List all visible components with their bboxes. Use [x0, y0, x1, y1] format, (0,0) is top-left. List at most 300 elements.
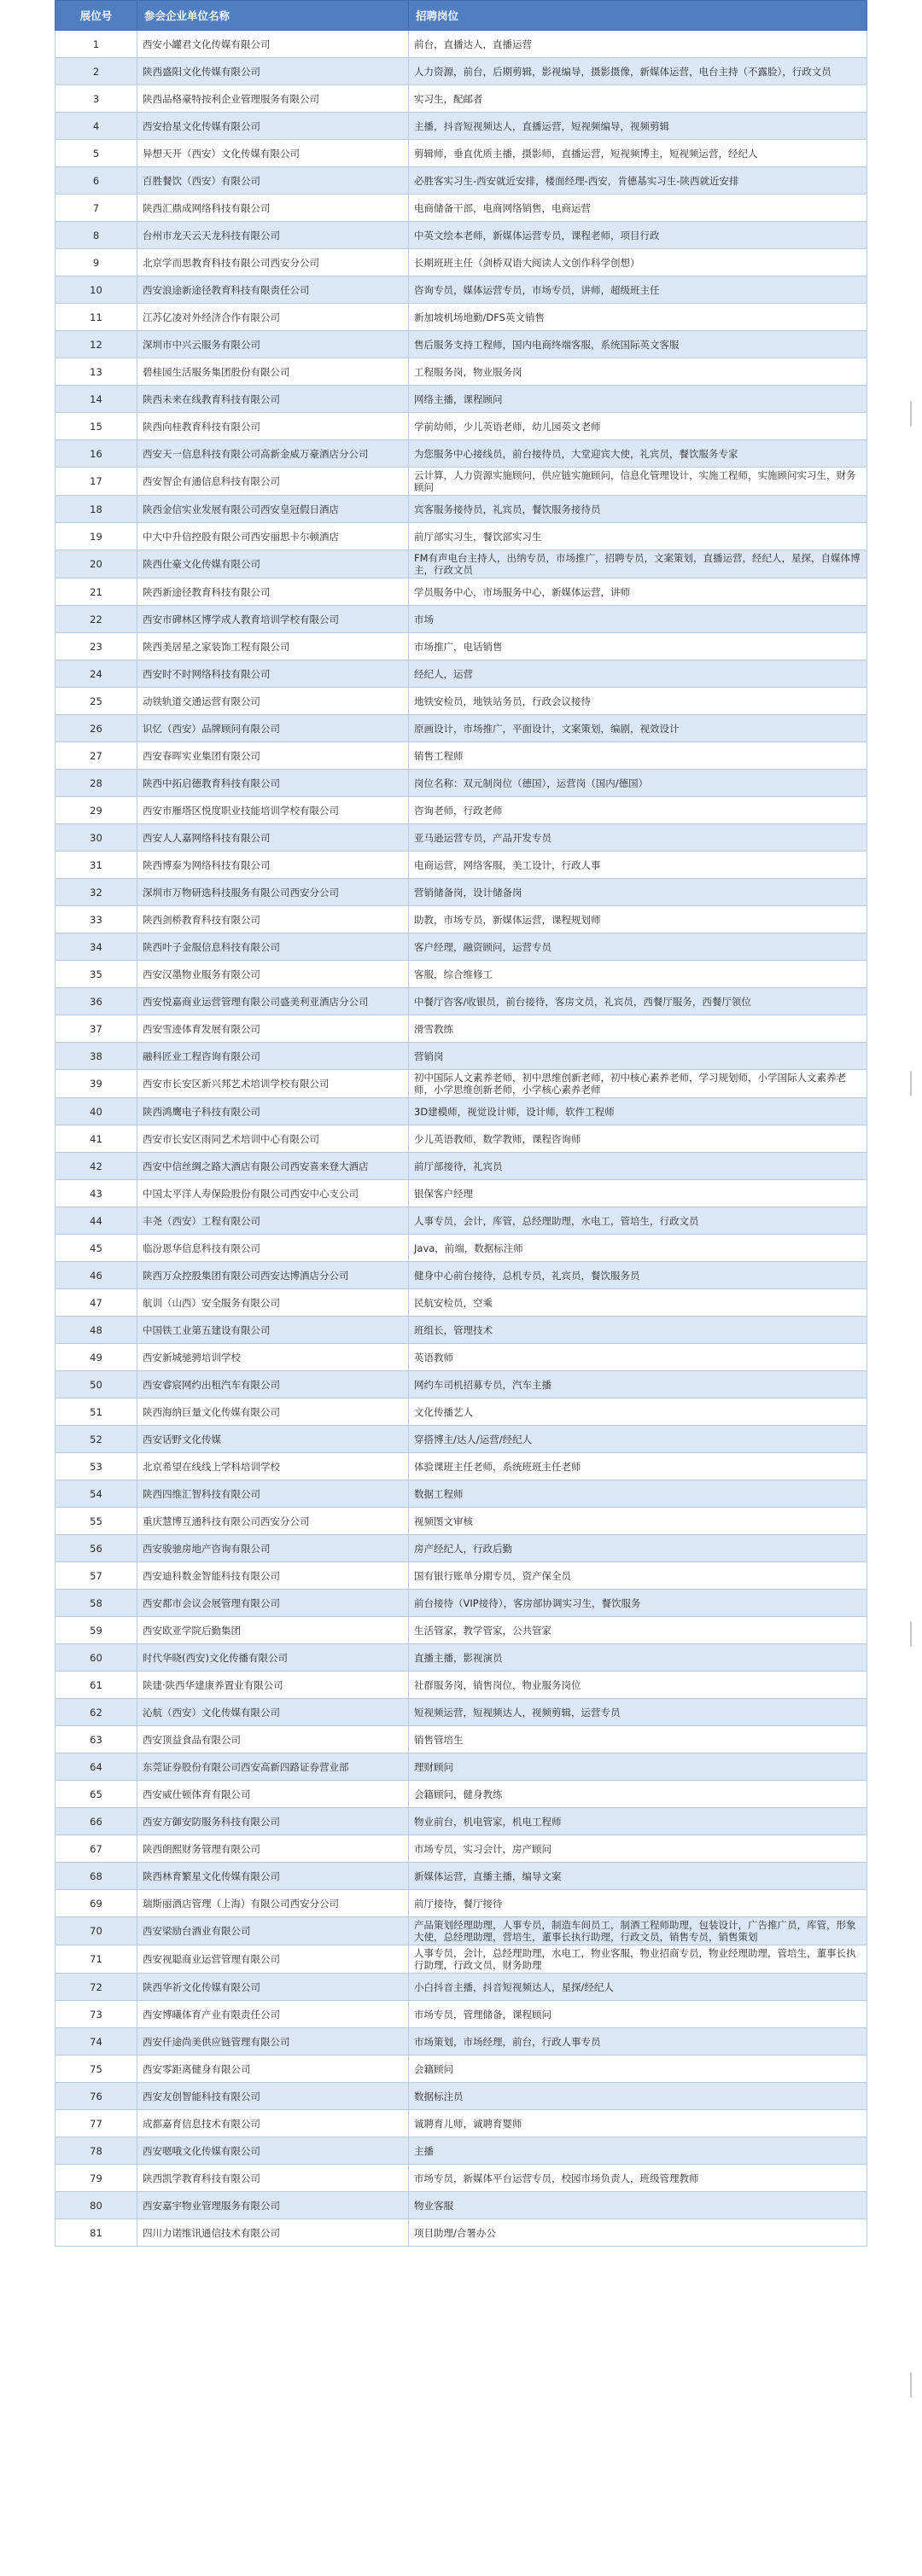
- table-row: [55, 2001, 867, 2028]
- company-name-cell: 西安春晖实业集团有限公司: [137, 742, 409, 770]
- positions-cell: 前厅部接待，礼宾员: [409, 1153, 867, 1180]
- company-name-cell: 西安人人嘉网络科技有限公司: [137, 824, 409, 852]
- booth-number-cell: 13: [55, 358, 137, 386]
- booth-number-cell: 3: [55, 85, 137, 113]
- booth-number-cell: 10: [55, 276, 137, 304]
- scroll-indicator: [910, 1071, 912, 1096]
- positions-cell: 市场专员，新媒体平台运营专员，校园市场负责人，班级管理教师: [409, 2165, 867, 2192]
- positions-cell: 数据标注员: [409, 2083, 867, 2110]
- table-row: [55, 1371, 867, 1398]
- positions-cell: 长期班班主任（剑桥双语大阅读人文创作科学创想）: [409, 249, 867, 276]
- company-name-cell: 陕西未来在线教育科技有限公司: [137, 386, 409, 413]
- positions-cell: 市场策划，市场经理，前台，行政人事专员: [409, 2028, 867, 2056]
- positions-cell: 学前幼师，少儿英语老师，幼儿园英文老师: [409, 413, 867, 440]
- booth-number-cell: 81: [55, 2219, 137, 2247]
- company-name-cell: 陕西剑桥教育科技有限公司: [137, 906, 409, 933]
- booth-number-cell: 26: [55, 715, 137, 742]
- positions-cell: 学员服务中心，市场服务中心，新媒体运营，讲师: [409, 579, 867, 606]
- company-name-cell: 陕西中拓启德教育科技有限公司: [137, 770, 409, 797]
- booth-number-cell: 8: [55, 222, 137, 249]
- positions-cell: 体验课班主任老师，系统班班主任老师: [409, 1453, 867, 1480]
- company-name-cell: 陕西万众控股集团有限公司西安达博酒店分公司: [137, 1262, 409, 1289]
- company-name-cell: 西安迪科数金智能科技有限公司: [137, 1562, 409, 1590]
- company-name-cell: 成都嘉育信息技术有限公司: [137, 2110, 409, 2137]
- company-name-cell: 动铁轨道交通运营有限公司: [137, 688, 409, 715]
- booth-number-cell: 48: [55, 1317, 137, 1344]
- positions-cell: 网络主播，课程顾问: [409, 386, 867, 413]
- booth-number-cell: 23: [55, 633, 137, 660]
- company-name-cell: 西安雪迹体育发展有限公司: [137, 1015, 409, 1043]
- booth-number-cell: 75: [55, 2056, 137, 2083]
- company-name-cell: 西安博曦体育产业有限责任公司: [137, 2001, 409, 2028]
- header-row: [55, 1, 867, 31]
- booth-number-cell: 67: [55, 1835, 137, 1863]
- company-name-cell: 西安视聪商业运营管理有限公司: [137, 1945, 409, 1974]
- table-row: [55, 1890, 867, 1917]
- positions-cell: 市场: [409, 606, 867, 633]
- company-name-cell: 西安中信丝绸之路大酒店有限公司西安喜来登大酒店: [137, 1153, 409, 1180]
- positions-cell: 营销岗: [409, 1043, 867, 1070]
- table-row: [55, 140, 867, 167]
- positions-cell: 小白抖音主播，抖音短视频达人，星探/经纪人: [409, 1974, 867, 2001]
- table-row: [55, 1480, 867, 1508]
- table-row: [55, 1317, 867, 1344]
- table-row: [55, 1974, 867, 2001]
- company-name-cell: 沁航（西安）文化传媒有限公司: [137, 1699, 409, 1726]
- positions-cell: 人力资源，前台，后期剪辑，影视编导，摄影摄像，新媒体运营，电台主持（不露脸），行政文员: [409, 58, 867, 85]
- company-name-cell: 西安欧亚学院后勤集团: [137, 1617, 409, 1644]
- company-name-cell: 西安友创智能科技有限公司: [137, 2083, 409, 2110]
- table-row: [55, 31, 867, 58]
- positions-cell: 咨询专员，媒体运营专员，市场专员，讲师，超级班主任: [409, 276, 867, 304]
- booth-number-cell: 76: [55, 2083, 137, 2110]
- booth-number-cell: 39: [55, 1070, 137, 1098]
- booth-number-cell: 38: [55, 1043, 137, 1070]
- positions-cell: 经纪人，运营: [409, 660, 867, 688]
- table-row: [55, 413, 867, 440]
- positions-cell: 社群服务岗，销售岗位，物业服务岗位: [409, 1672, 867, 1699]
- company-name-cell: 陕西凯学教育科技有限公司: [137, 2165, 409, 2192]
- table-row: [55, 1235, 867, 1262]
- booth-number-cell: 4: [55, 113, 137, 140]
- table-row: [55, 797, 867, 824]
- scroll-indicator: [910, 401, 912, 427]
- positions-cell: 人事专员，会计，库管，总经理助理，水电工，管培生，行政文员: [409, 1207, 867, 1235]
- company-name-cell: 陕西向桂教育科技有限公司: [137, 413, 409, 440]
- company-name-cell: 西安嘉宇物业管理服务有限公司: [137, 2192, 409, 2219]
- table-row: [55, 1289, 867, 1317]
- booth-number-cell: 11: [55, 304, 137, 331]
- table-row: [55, 1672, 867, 1699]
- positions-cell: 健身中心前台接待，总机专员，礼宾员，餐饮服务员: [409, 1262, 867, 1289]
- company-name-cell: 西安市雁塔区悦度职业技能培训学校有限公司: [137, 797, 409, 824]
- booth-number-cell: 25: [55, 688, 137, 715]
- company-name-cell: 西安市长安区雨同艺术培训中心有限公司: [137, 1125, 409, 1153]
- table-row: [55, 1015, 867, 1043]
- positions-cell: 民航安检员，空乘: [409, 1289, 867, 1317]
- table-row: [55, 1917, 867, 1945]
- company-name-cell: 陕西仕豪文化传媒有限公司: [137, 550, 409, 579]
- booth-number-cell: 46: [55, 1262, 137, 1289]
- booth-number-cell: 43: [55, 1180, 137, 1207]
- positions-cell: 岗位名称：双元制岗位（德国），运营岗（国内/德国）: [409, 770, 867, 797]
- positions-cell: 直播主播，影视演员: [409, 1644, 867, 1672]
- table-row: [55, 2137, 867, 2165]
- table-row: [55, 933, 867, 961]
- booth-number-cell: 77: [55, 2110, 137, 2137]
- positions-cell: 中英文绘本老师，新媒体运营专员，课程老师，项目行政: [409, 222, 867, 249]
- booth-number-cell: 50: [55, 1371, 137, 1398]
- table-row: [55, 688, 867, 715]
- positions-cell: 诚聘育儿师，诚聘育婴师: [409, 2110, 867, 2137]
- table-row: [55, 2110, 867, 2137]
- scroll-indicator: [910, 2372, 912, 2398]
- booth-number-cell: 6: [55, 167, 137, 195]
- booth-number-cell: 17: [55, 468, 137, 496]
- company-name-cell: 西安浪途新途径教育科技有限责任公司: [137, 276, 409, 304]
- table-row: [55, 1863, 867, 1890]
- table-row: [55, 1753, 867, 1781]
- table-row: [55, 167, 867, 195]
- table-row: [55, 550, 867, 579]
- company-name-cell: 陕西四维汇智科技有限公司: [137, 1480, 409, 1508]
- booth-number-cell: 14: [55, 386, 137, 413]
- booth-number-cell: 65: [55, 1781, 137, 1808]
- table-row: [55, 1590, 867, 1617]
- positions-cell: 生活管家，教学管家，公共管家: [409, 1617, 867, 1644]
- company-name-cell: 陕西海纳巨量文化传媒有限公司: [137, 1398, 409, 1426]
- booth-number-cell: 53: [55, 1453, 137, 1480]
- company-name-cell: 陕西博泰为网络科技有限公司: [137, 852, 409, 879]
- booth-number-cell: 33: [55, 906, 137, 933]
- table-row: [55, 358, 867, 386]
- table-row: [55, 440, 867, 468]
- positions-cell: 初中国际人文素养老师，初中思维创新老师，初中核心素养老师，学习规划师，小学国际人文素养老师，小学思维创新老师，小学核心素养老师: [409, 1070, 867, 1098]
- positions-cell: 视频图文审核: [409, 1508, 867, 1535]
- table-row: [55, 1344, 867, 1371]
- company-name-cell: 西安顶益食品有限公司: [137, 1726, 409, 1753]
- positions-cell: 客户经理，融资顾问，运营专员: [409, 933, 867, 961]
- positions-cell: 销售工程师: [409, 742, 867, 770]
- booth-number-cell: 12: [55, 331, 137, 358]
- company-name-cell: 丰尧（西安）工程有限公司: [137, 1207, 409, 1235]
- positions-cell: 销售管培生: [409, 1726, 867, 1753]
- booth-number-cell: 19: [55, 523, 137, 550]
- table-row: [55, 113, 867, 140]
- booth-number-cell: 34: [55, 933, 137, 961]
- table-body: [55, 31, 867, 2247]
- booth-number-cell: 21: [55, 579, 137, 606]
- table-row: [55, 1535, 867, 1562]
- positions-cell: 英语教师: [409, 1344, 867, 1371]
- booth-number-cell: 69: [55, 1890, 137, 1917]
- table-row: [55, 906, 867, 933]
- company-name-cell: 陕西新途径教育科技有限公司: [137, 579, 409, 606]
- positions-cell: Java，前端，数据标注师: [409, 1235, 867, 1262]
- table-row: [55, 1835, 867, 1863]
- positions-cell: 物业前台，机电管家，机电工程师: [409, 1808, 867, 1835]
- booth-number-cell: 9: [55, 249, 137, 276]
- company-name-cell: 西安睿宸网约出租汽车有限公司: [137, 1371, 409, 1398]
- booth-number-cell: 36: [55, 988, 137, 1015]
- positions-cell: 人事专员，会计，总经理助理，水电工，物业客服，物业招商专员，物业经理助理，管培生，董事长执行助理，行政文员，财务助理: [409, 1945, 867, 1974]
- table-row: [55, 1207, 867, 1235]
- positions-cell: 少儿英语教师，数学教师，课程咨询师: [409, 1125, 867, 1153]
- positions-cell: 工程服务岗，物业服务岗: [409, 358, 867, 386]
- table-row: [55, 468, 867, 496]
- positions-cell: 前厅接待，餐厅接待: [409, 1890, 867, 1917]
- positions-cell: 中餐厅咨客/收银员，前台接待，客房文员，礼宾员，西餐厅服务，西餐厅领位: [409, 988, 867, 1015]
- booth-number-cell: 32: [55, 879, 137, 906]
- table-row: [55, 1808, 867, 1835]
- table-row: [55, 1180, 867, 1207]
- company-name-cell: 东莞证券股份有限公司西安高新四路证券营业部: [137, 1753, 409, 1781]
- positions-cell: 穿搭博主/达人/运营/经纪人: [409, 1426, 867, 1453]
- positions-cell: 短视频运营，短视频达人，视频剪辑，运营专员: [409, 1699, 867, 1726]
- table-row: [55, 1070, 867, 1098]
- positions-cell: 会籍顾问: [409, 2056, 867, 2083]
- positions-cell: 原画设计，市场推广，平面设计，文案策划，编剧，视效设计: [409, 715, 867, 742]
- table-row: [55, 1153, 867, 1180]
- company-name-cell: 重庆慧博互通科技有限公司西安分公司: [137, 1508, 409, 1535]
- table-row: [55, 961, 867, 988]
- table-row: [55, 2219, 867, 2247]
- booth-number-cell: 70: [55, 1917, 137, 1945]
- table-row: [55, 660, 867, 688]
- company-name-cell: 西安威仕顿体育有限公司: [137, 1781, 409, 1808]
- table-row: [55, 715, 867, 742]
- company-name-cell: 四川力诺维讯通信技术有限公司: [137, 2219, 409, 2247]
- positions-cell: 地铁安检员，地铁站务员，行政会议接待: [409, 688, 867, 715]
- table-row: [55, 1644, 867, 1672]
- company-name-cell: 西安汉墨物业服务有限公司: [137, 961, 409, 988]
- booth-number-cell: 60: [55, 1644, 137, 1672]
- booth-number-cell: 78: [55, 2137, 137, 2165]
- company-name-cell: 陕西品格豪特按利企业管理服务有限公司: [137, 85, 409, 113]
- company-name-cell: 陕西叶子金服信息科技有限公司: [137, 933, 409, 961]
- company-name-cell: 碧桂园生活服务集团股份有限公司: [137, 358, 409, 386]
- positions-cell: 剪辑师，垂直优质主播，摄影师，直播运营，短视频博主，短视频运营，经纪人: [409, 140, 867, 167]
- booth-number-cell: 79: [55, 2165, 137, 2192]
- booth-number-cell: 1: [55, 31, 137, 58]
- booth-number-cell: 71: [55, 1945, 137, 1974]
- booth-number-cell: 54: [55, 1480, 137, 1508]
- table-row: [55, 1945, 867, 1974]
- table-row: [55, 1562, 867, 1590]
- positions-cell: 前台接待（VIP接待），客房部协调实习生，餐饮服务: [409, 1590, 867, 1617]
- positions-cell: 房产经纪人，行政后勤: [409, 1535, 867, 1562]
- positions-cell: 电商运营，网络客服，美工设计，行政人事: [409, 852, 867, 879]
- table-row: [55, 1726, 867, 1753]
- table-row: [55, 633, 867, 660]
- job-fair-table: [55, 0, 867, 2247]
- company-name-cell: 西安小罐君文化传媒有限公司: [137, 31, 409, 58]
- table-row: [55, 195, 867, 222]
- positions-cell: 国有银行账单分期专员，资产保全员: [409, 1562, 867, 1590]
- booth-number-cell: 22: [55, 606, 137, 633]
- booth-number-cell: 47: [55, 1289, 137, 1317]
- positions-cell: 银保客户经理: [409, 1180, 867, 1207]
- company-name-cell: 陕西盛阳文化传媒有限公司: [137, 58, 409, 85]
- table-row: [55, 606, 867, 633]
- company-name-cell: 西安零距离健身有限公司: [137, 2056, 409, 2083]
- company-name-cell: 西安新城驰骋培训学校: [137, 1344, 409, 1371]
- booth-number-cell: 15: [55, 413, 137, 440]
- company-name-cell: 陕西朗熙财务管理有限公司: [137, 1835, 409, 1863]
- company-name-cell: 西安方御安防服务科技有限公司: [137, 1808, 409, 1835]
- booth-number-cell: 68: [55, 1863, 137, 1890]
- positions-cell: 理财顾问: [409, 1753, 867, 1781]
- positions-cell: 文化传播艺人: [409, 1398, 867, 1426]
- table-row: [55, 852, 867, 879]
- table-row: [55, 1043, 867, 1070]
- positions-cell: 咨询老师，行政老师: [409, 797, 867, 824]
- positions-cell: 市场推广，电话销售: [409, 633, 867, 660]
- booth-number-cell: 74: [55, 2028, 137, 2056]
- positions-cell: 营销储备岗，设计储备岗: [409, 879, 867, 906]
- job-fair-table-page: [55, 0, 867, 2247]
- header-company-name: 参会企业单位名称: [137, 1, 409, 31]
- table-row: [55, 2083, 867, 2110]
- company-name-cell: 北京希望在线线上学科培训学校: [137, 1453, 409, 1480]
- table-row: [55, 1398, 867, 1426]
- company-name-cell: 异想天开（西安）文化传媒有限公司: [137, 140, 409, 167]
- booth-number-cell: 28: [55, 770, 137, 797]
- positions-cell: 新媒体运营，直播主播，编导文案: [409, 1863, 867, 1890]
- booth-number-cell: 64: [55, 1753, 137, 1781]
- company-name-cell: 西安市长安区新兴邦艺术培训学校有限公司: [137, 1070, 409, 1098]
- table-row: [55, 2056, 867, 2083]
- company-name-cell: 陕建·陕西华建康养置业有限公司: [137, 1672, 409, 1699]
- positions-cell: 滑雪教练: [409, 1015, 867, 1043]
- company-name-cell: 时代华晓(西安)文化传播有限公司: [137, 1644, 409, 1672]
- booth-number-cell: 31: [55, 852, 137, 879]
- company-name-cell: 临汾恩华信息科技有限公司: [137, 1235, 409, 1262]
- positions-cell: 前台，直播达人，直播运营: [409, 31, 867, 58]
- positions-cell: 市场专员，实习会计，房产顾问: [409, 1835, 867, 1863]
- positions-cell: 主播: [409, 2137, 867, 2165]
- table-row: [55, 2165, 867, 2192]
- booth-number-cell: 20: [55, 550, 137, 579]
- company-name-cell: 百胜餐饮（西安）有限公司: [137, 167, 409, 195]
- positions-cell: 前厅部实习生，餐饮部实习生: [409, 523, 867, 550]
- booth-number-cell: 37: [55, 1015, 137, 1043]
- positions-cell: 客服，综合维修工: [409, 961, 867, 988]
- table-row: [55, 58, 867, 85]
- positions-cell: 必胜客实习生-西安就近安排，楼面经理-西安，肯德基实习生-陕西就近安排: [409, 167, 867, 195]
- table-row: [55, 1617, 867, 1644]
- table-row: [55, 386, 867, 413]
- company-name-cell: 台州市龙天云天龙科技有限公司: [137, 222, 409, 249]
- table-row: [55, 496, 867, 523]
- positions-cell: 会籍顾问，健身教练: [409, 1781, 867, 1808]
- company-name-cell: 西安骏驰房地产咨询有限公司: [137, 1535, 409, 1562]
- header-booth-number: 展位号: [55, 1, 137, 31]
- booth-number-cell: 80: [55, 2192, 137, 2219]
- company-name-cell: 西安拾星文化传媒有限公司: [137, 113, 409, 140]
- table-row: [55, 742, 867, 770]
- positions-cell: 电商储备干部，电商网络销售，电商运营: [409, 195, 867, 222]
- company-name-cell: 瑞斯丽酒店管理（上海）有限公司西安分公司: [137, 1890, 409, 1917]
- table-row: [55, 249, 867, 276]
- booth-number-cell: 16: [55, 440, 137, 468]
- booth-number-cell: 49: [55, 1344, 137, 1371]
- booth-number-cell: 29: [55, 797, 137, 824]
- booth-number-cell: 35: [55, 961, 137, 988]
- positions-cell: 助教，市场专员，新媒体运营，课程规划师: [409, 906, 867, 933]
- company-name-cell: 陕西金信实业发展有限公司西安皇冠假日酒店: [137, 496, 409, 523]
- company-name-cell: 深圳市万物研选科技服务有限公司西安分公司: [137, 879, 409, 906]
- company-name-cell: 陕西林育繁星文化传媒有限公司: [137, 1863, 409, 1890]
- positions-cell: 新加坡机场地勤/DFS英文销售: [409, 304, 867, 331]
- positions-cell: 市场专员，管理储备，课程顾问: [409, 2001, 867, 2028]
- positions-cell: 物业客服: [409, 2192, 867, 2219]
- table-row: [55, 879, 867, 906]
- booth-number-cell: 63: [55, 1726, 137, 1753]
- booth-number-cell: 27: [55, 742, 137, 770]
- positions-cell: FM有声电台主持人，出纳专员，市场推广，招聘专员，文案策划，直播运营，经纪人，星探，自媒体博主，行政文员: [409, 550, 867, 579]
- booth-number-cell: 44: [55, 1207, 137, 1235]
- booth-number-cell: 73: [55, 2001, 137, 2028]
- positions-cell: 实习生，配邮者: [409, 85, 867, 113]
- booth-number-cell: 59: [55, 1617, 137, 1644]
- table-row: [55, 1125, 867, 1153]
- table-row: [55, 85, 867, 113]
- company-name-cell: 融科匠业工程咨询有限公司: [137, 1043, 409, 1070]
- table-row: [55, 2192, 867, 2219]
- booth-number-cell: 72: [55, 1974, 137, 2001]
- table-row: [55, 304, 867, 331]
- company-name-cell: 西安嗯哦文化传媒有限公司: [137, 2137, 409, 2165]
- positions-cell: 3D建模师，视觉设计师，设计师，软件工程师: [409, 1098, 867, 1125]
- company-name-cell: 西安话野文化传媒: [137, 1426, 409, 1453]
- company-name-cell: 中大中升信控股有限公司西安丽思卡尔顿酒店: [137, 523, 409, 550]
- table-row: [55, 1098, 867, 1125]
- booth-number-cell: 55: [55, 1508, 137, 1535]
- booth-number-cell: 56: [55, 1535, 137, 1562]
- table-row: [55, 1262, 867, 1289]
- booth-number-cell: 30: [55, 824, 137, 852]
- booth-number-cell: 45: [55, 1235, 137, 1262]
- positions-cell: 为您服务中心接线员，前台接待员，大堂迎宾大使，礼宾员，餐饮服务专家: [409, 440, 867, 468]
- company-name-cell: 江苏亿凌对外经济合作有限公司: [137, 304, 409, 331]
- company-name-cell: 识忆（西安）品牌顾问有限公司: [137, 715, 409, 742]
- positions-cell: 主播，抖音短视频达人，直播运营，短视频编导，视频剪辑: [409, 113, 867, 140]
- booth-number-cell: 51: [55, 1398, 137, 1426]
- booth-number-cell: 52: [55, 1426, 137, 1453]
- booth-number-cell: 18: [55, 496, 137, 523]
- header-positions: 招聘岗位: [409, 1, 867, 31]
- positions-cell: 售后服务支持工程师，国内电商终端客服，系统国际英文客服: [409, 331, 867, 358]
- booth-number-cell: 7: [55, 195, 137, 222]
- table-row: [55, 1453, 867, 1480]
- booth-number-cell: 42: [55, 1153, 137, 1180]
- company-name-cell: 西安悦嘉商业运营管理有限公司盛美利亚酒店分公司: [137, 988, 409, 1015]
- table-row: [55, 523, 867, 550]
- table-row: [55, 824, 867, 852]
- positions-cell: 项目助理/合署办公: [409, 2219, 867, 2247]
- booth-number-cell: 57: [55, 1562, 137, 1590]
- positions-cell: 亚马逊运营专员，产品开发专员: [409, 824, 867, 852]
- company-name-cell: 西安时不时网络科技有限公司: [137, 660, 409, 688]
- company-name-cell: 中国太平洋人寿保险股份有限公司西安中心支公司: [137, 1180, 409, 1207]
- table-header: [55, 1, 867, 31]
- company-name-cell: 深圳市中兴云服务有限公司: [137, 331, 409, 358]
- table-row: [55, 1781, 867, 1808]
- company-name-cell: 陕西鸿鹰电子科技有限公司: [137, 1098, 409, 1125]
- positions-cell: 宾客服务接待员，礼宾员，餐饮服务接待员: [409, 496, 867, 523]
- company-name-cell: 陕西美居星之家装饰工程有限公司: [137, 633, 409, 660]
